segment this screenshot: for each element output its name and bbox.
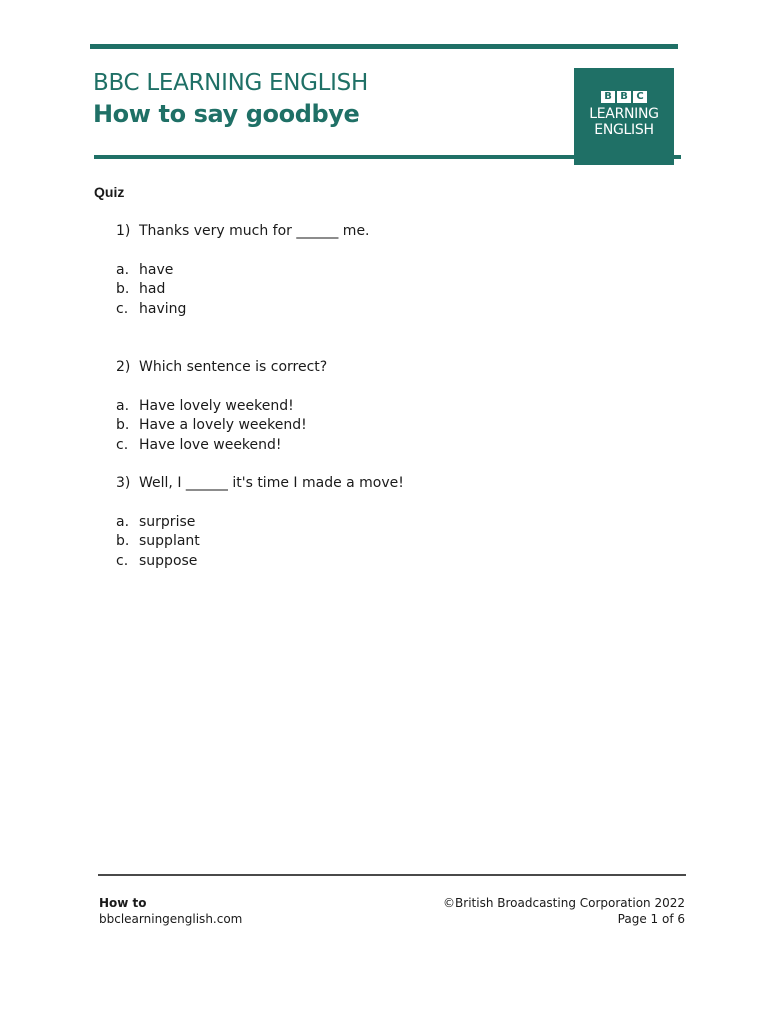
option-letter: b. — [116, 281, 130, 297]
option-text: had — [139, 281, 166, 297]
header-top-rule — [90, 44, 678, 49]
option-text: surprise — [139, 514, 196, 530]
footer-copyright: ©British Broadcasting Corporation 2022 — [443, 896, 685, 910]
footer-website: bbclearningenglish.com — [99, 912, 243, 926]
logo-line-english: ENGLISH — [594, 122, 654, 138]
option-letter: c. — [116, 437, 129, 453]
header-bottom-rule — [94, 155, 681, 159]
option-text: suppose — [139, 553, 198, 569]
question-text: Thanks very much for ______ me. — [139, 223, 370, 239]
option-text: Have lovely weekend! — [139, 398, 294, 414]
option-letter: c. — [116, 553, 129, 569]
bbc-block-b1: B — [601, 91, 615, 103]
bbc-block-c: C — [633, 91, 647, 103]
option-letter: a. — [116, 262, 130, 278]
question-number: 3) — [116, 475, 131, 491]
footer-series-title: How to — [99, 896, 147, 910]
logo-line-learning: LEARNING — [589, 106, 659, 122]
option-text: Have a lovely weekend! — [139, 417, 307, 433]
question-text: Which sentence is correct? — [139, 359, 328, 375]
option-text: supplant — [139, 533, 200, 549]
footer-page-number: Page 1 of 6 — [617, 912, 685, 926]
section-heading-quiz: Quiz — [94, 184, 125, 200]
brand-name: BBC LEARNING ENGLISH — [93, 70, 368, 96]
question-text: Well, I ______ it's time I made a move! — [139, 475, 404, 491]
page-title: How to say goodbye — [93, 100, 360, 128]
option-letter: b. — [116, 533, 130, 549]
option-letter: a. — [116, 398, 130, 414]
bbc-blocks — [601, 91, 647, 103]
option-text: having — [139, 301, 187, 317]
option-text: have — [139, 262, 174, 278]
option-letter: a. — [116, 514, 130, 530]
footer-rule — [98, 874, 686, 876]
question-number: 1) — [116, 223, 131, 239]
bbc-learning-english-logo — [574, 68, 674, 165]
option-letter: b. — [116, 417, 130, 433]
question-number: 2) — [116, 359, 131, 375]
option-letter: c. — [116, 301, 129, 317]
bbc-block-b2: B — [617, 91, 631, 103]
option-text: Have love weekend! — [139, 437, 282, 453]
